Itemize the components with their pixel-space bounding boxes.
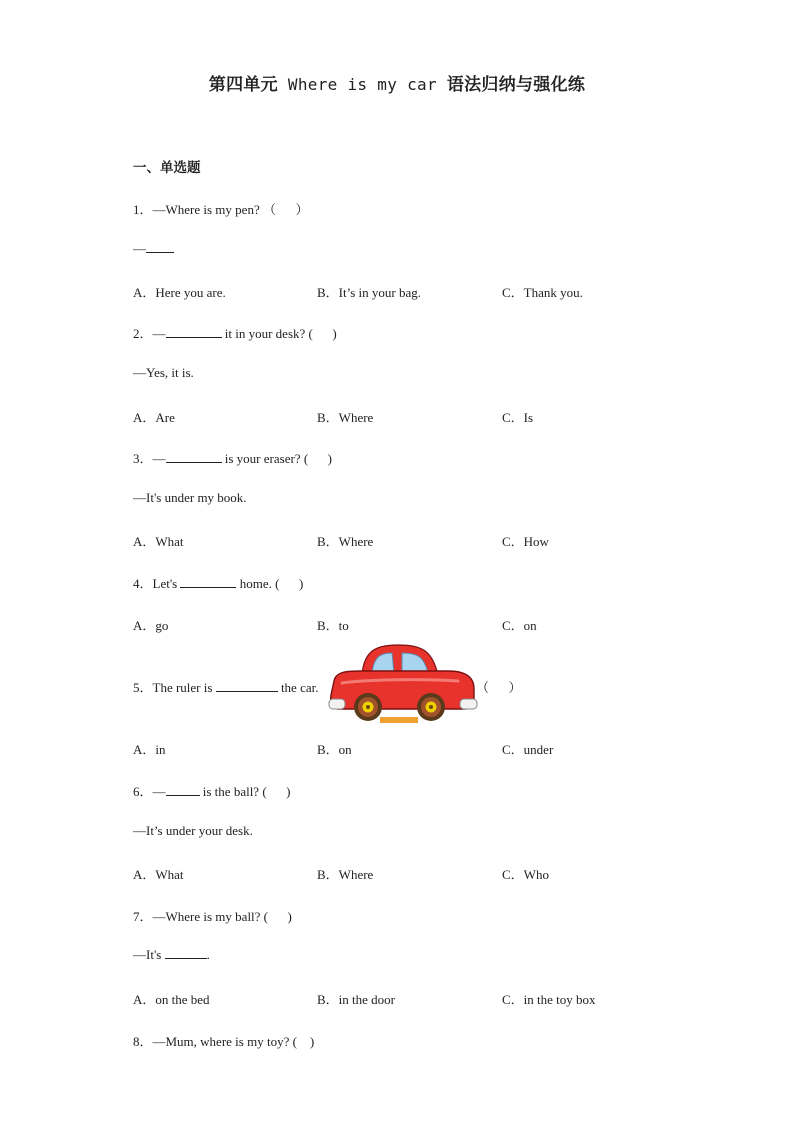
question-5-option-a[interactable]: A．in <box>133 742 166 757</box>
question-3-option-a[interactable]: A．What <box>133 534 184 549</box>
question-7-option-a[interactable]: A．on the bed <box>133 992 210 1007</box>
question-8-stem: 8．—Mum, where is my toy? ( ) <box>133 1034 315 1049</box>
question-3-dialogue: —It's under my book. <box>133 490 247 505</box>
car-wheel-rear <box>417 693 445 721</box>
question-4-option-c[interactable]: C．on <box>502 618 537 633</box>
question-3-option-c[interactable]: C．How <box>502 534 549 549</box>
question-2-dialogue: —Yes, it is. <box>133 365 194 380</box>
question-1-option-c[interactable]: C．Thank you. <box>502 285 583 300</box>
car-bumper-rear <box>460 699 477 709</box>
question-4-option-b[interactable]: B．to <box>317 618 349 633</box>
question-2-option-b[interactable]: B．Where <box>317 410 374 425</box>
question-7-dialogue: —It's . <box>133 947 210 962</box>
question-1-option-a[interactable]: A．Here you are. <box>133 285 226 300</box>
question-1-answer-line: — <box>133 241 174 257</box>
toy-car-image <box>328 643 478 727</box>
question-5-option-b[interactable]: B．on <box>317 742 352 757</box>
question-6-option-a[interactable]: A．What <box>133 867 184 882</box>
question-7-stem: 7．—Where is my ball? ( ) <box>133 909 292 924</box>
question-2-stem: 2．— it in your desk? ( ) <box>133 326 337 341</box>
question-7-option-b[interactable]: B．in the door <box>317 992 395 1007</box>
question-2-option-a[interactable]: A．Are <box>133 410 175 425</box>
section-heading: 一、单选题 <box>133 160 201 176</box>
question-7-option-c[interactable]: C．in the toy box <box>502 992 596 1007</box>
question-5-paren: （ ） <box>476 680 522 695</box>
question-5-option-c[interactable]: C．under <box>502 742 554 757</box>
car-bumper-front <box>329 699 345 709</box>
car-shadow <box>380 717 418 723</box>
question-6-option-c[interactable]: C．Who <box>502 867 549 882</box>
page-title: 第四单元 Where is my car 语法归纳与强化练 <box>208 75 586 95</box>
question-3-option-b[interactable]: B．Where <box>317 534 374 549</box>
question-2-option-c[interactable]: C．Is <box>502 410 534 425</box>
question-4-stem: 4．Let's home. ( ) <box>133 576 304 591</box>
question-1-stem: 1．—Where is my pen? （ ） <box>133 202 309 217</box>
question-1-option-b[interactable]: B．It’s in your bag. <box>317 285 421 300</box>
question-3-stem: 3．— is your eraser? ( ) <box>133 451 332 466</box>
question-6-dialogue: —It’s under your desk. <box>133 823 253 838</box>
question-5-stem: 5．The ruler is the car. <box>133 680 319 695</box>
question-4-option-a[interactable]: A．go <box>133 618 169 633</box>
question-6-stem: 6．— is the ball? ( ) <box>133 784 291 799</box>
car-body <box>331 671 474 709</box>
car-wheel-front <box>354 693 382 721</box>
question-6-option-b[interactable]: B．Where <box>317 867 374 882</box>
